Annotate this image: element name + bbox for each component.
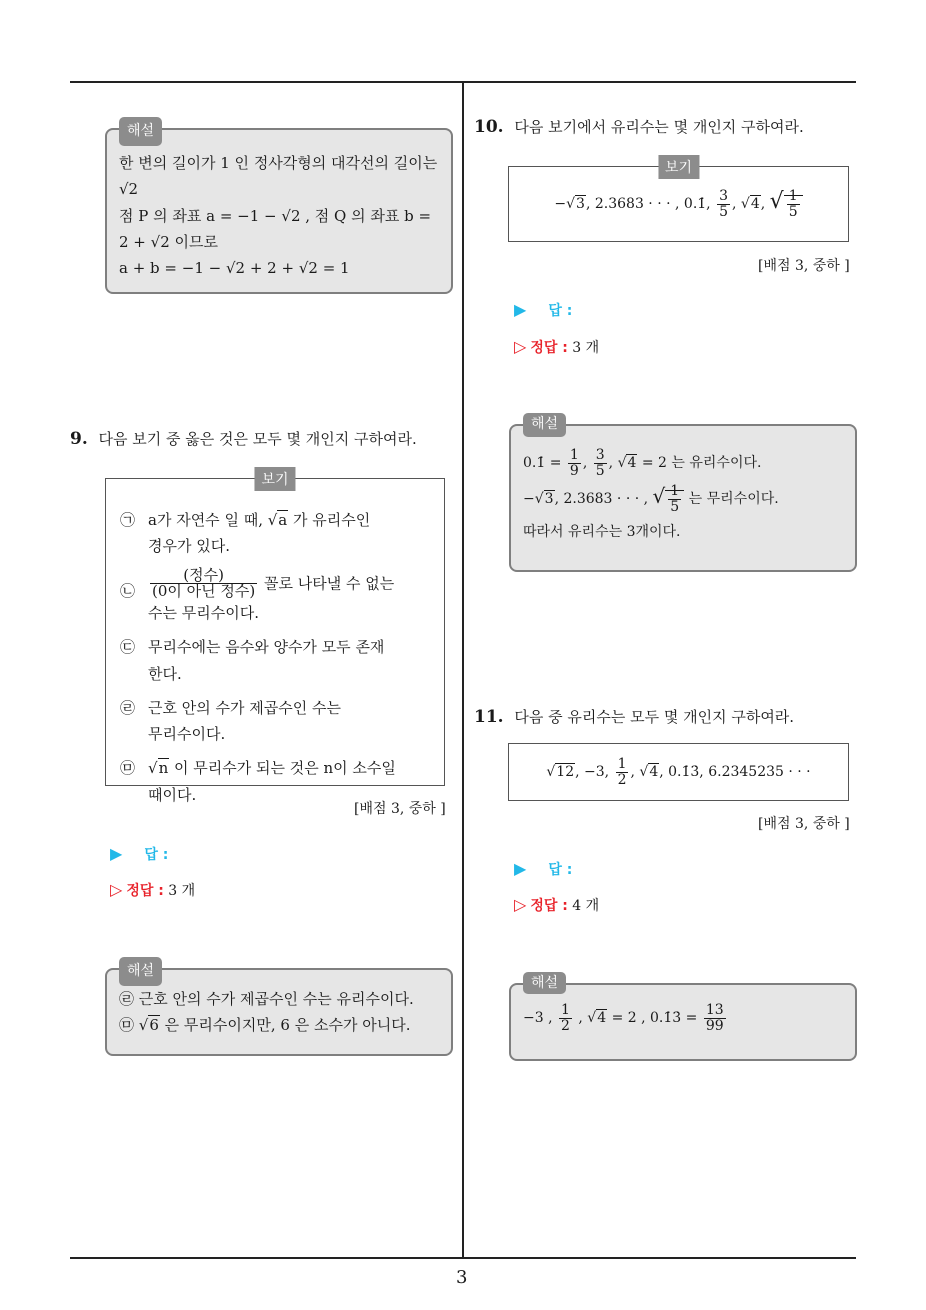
bogi-math: ,	[760, 196, 770, 212]
sqrt-expression: √ $\frac{1}{5}$	[770, 189, 803, 219]
question-text: 다음 중 유리수는 모두 몇 개인지 구하여라.	[514, 708, 795, 726]
explanation-tag: 해설	[523, 413, 566, 437]
bogi-item	[120, 695, 430, 748]
question-number: 9.	[70, 429, 88, 449]
explanation-line: a + b = −1 − √2 + 2 + √2 = 1	[119, 259, 350, 277]
item-text: 때이다.	[148, 785, 197, 804]
sqrt-expression: √3	[566, 196, 585, 212]
play-triangle-icon: ▶	[514, 300, 527, 319]
explanation-box-11	[509, 975, 857, 1061]
bogi-tag: 보기	[658, 155, 699, 179]
question-text: 다음 보기 중 옳은 것은 모두 몇 개인지 구하여라.	[98, 430, 417, 448]
bogi-box-9	[105, 472, 445, 804]
explanation-line: ㉣ 근호 안의 수가 제곱수인 수는 유리수이다.	[119, 990, 414, 1008]
sqrt-expression: √4	[740, 196, 760, 212]
item-marker: ㉢	[120, 638, 136, 657]
sqrt-expression: √a	[267, 511, 288, 529]
item-text: 무리수에는 음수와 양수가 모두 존재	[148, 638, 385, 657]
answer-line	[110, 844, 168, 864]
item-text: 근호 안의 수가 제곱수인 수는	[148, 698, 341, 717]
item-text: 무리수이다.	[148, 725, 226, 743]
explanation-box-prev	[105, 123, 453, 294]
explanation-line: 한 변의 길이가 1 인 정사각형의 대각선의 길이는	[119, 154, 438, 172]
correct-label: 정답 :	[530, 898, 568, 914]
explanation-box-10	[509, 416, 857, 572]
bogi-box-11	[508, 743, 849, 801]
sqrt-expression: √n	[148, 759, 169, 778]
play-triangle-icon: ▶	[514, 859, 527, 878]
answer-label: 답 :	[548, 303, 573, 319]
item-text: 가 유리수인	[288, 511, 371, 529]
explanation-line: √2	[119, 180, 139, 199]
question-9	[70, 428, 417, 449]
sqrt-expression: √12	[546, 764, 575, 780]
fraction: $\frac{3}{5}$	[719, 187, 728, 220]
item-text: a가 자연수 일 때,	[148, 511, 268, 529]
bogi-item	[120, 507, 430, 560]
page-number: 3	[456, 1267, 468, 1288]
question-number: 10.	[474, 117, 504, 137]
correct-answer-value: 4 개	[572, 898, 600, 914]
correct-answer-line	[110, 880, 195, 900]
answer-line	[514, 859, 572, 879]
bogi-math: , −3,	[575, 764, 614, 780]
bogi-box-10	[508, 160, 849, 242]
explanation-line: 점 P 의 좌표 a = −1 − √2 , 점 Q 의 좌표 b =	[119, 206, 432, 225]
outline-triangle-icon: ▷	[514, 337, 527, 356]
item-text: 경우가 있다.	[148, 537, 230, 556]
explanation-box-9	[105, 963, 453, 1056]
item-marker: ㉤	[120, 759, 136, 778]
sqrt-expression: √4	[639, 764, 659, 780]
explanation-line: 2 + √2 이므로	[119, 232, 218, 251]
correct-answer-line	[514, 895, 599, 915]
score-label: [배점 3, 중하 ]	[758, 258, 850, 274]
bottom-rule	[70, 1257, 856, 1259]
explanation-line: ㉤ √6 은 무리수이지만, 6 은 소수가 아니다.	[119, 1016, 411, 1035]
item-text: 꼴로 나타낼 수 없는	[259, 573, 395, 592]
explanation-line: 0.1̇ = $\frac{1}{9}$ , $\frac{3}{5}$ , √4 = 2 는 유리수이다.	[523, 447, 762, 479]
score-label: [배점 3, 중하 ]	[354, 801, 446, 817]
bogi-item	[120, 634, 430, 687]
item-text: 한다.	[148, 664, 182, 683]
correct-label: 정답 :	[530, 340, 568, 356]
bogi-math: , 2.3683 · · · , 0.1̇,	[585, 196, 716, 212]
bogi-tag: 보기	[254, 467, 295, 491]
item-text: 이 무리수가 되는 것은 n이 소수일	[169, 759, 396, 778]
question-number: 11.	[474, 707, 504, 727]
item-marker: ㉠	[120, 511, 136, 529]
play-triangle-icon: ▶	[110, 844, 123, 863]
question-10	[474, 116, 804, 137]
correct-answer-value: 3 개	[168, 883, 196, 899]
outline-triangle-icon: ▷	[514, 895, 527, 914]
bogi-item	[120, 565, 430, 627]
correct-answer-value: 3 개	[572, 340, 600, 356]
explanation-line: −√3, 2.3683 · · · , √ $\frac{1}{5}$ 는 무리수이다.	[523, 483, 779, 515]
fraction: $\frac{\text{(정수)}}{\text{(0이 아닌 정수)}}$	[152, 565, 256, 601]
explanation-tag: 해설	[523, 972, 566, 994]
correct-answer-line	[514, 337, 599, 357]
bogi-math: ,	[732, 196, 741, 212]
item-text: 수는 무리수이다.	[148, 604, 259, 622]
bogi-math: , 0.1̇3̇, 6.2345235 · · ·	[659, 764, 811, 780]
question-11	[474, 706, 794, 727]
answer-label: 답 :	[548, 862, 573, 878]
bogi-math: ,	[630, 764, 640, 780]
item-marker: ㉡	[120, 581, 136, 600]
answer-line	[514, 300, 572, 320]
bogi-math: −	[554, 196, 567, 212]
correct-label: 정답 :	[126, 883, 164, 899]
explanation-tag: 해설	[119, 957, 162, 986]
explanation-line: 따라서 유리수는 3개이다.	[523, 523, 681, 540]
column-divider	[462, 82, 464, 1258]
outline-triangle-icon: ▷	[110, 880, 123, 899]
score-label: [배점 3, 중하 ]	[758, 816, 850, 832]
explanation-line: −3 , $\frac{1}{2}$ , √4 = 2 , 0.1̇3̇ = $\frac{13}{99}$	[523, 1002, 724, 1034]
item-marker: ㉣	[120, 698, 136, 717]
explanation-tag: 해설	[119, 117, 162, 146]
question-text: 다음 보기에서 유리수는 몇 개인지 구하여라.	[514, 118, 804, 136]
fraction: $\frac{1}{2}$	[617, 755, 627, 788]
answer-label: 답 :	[144, 847, 169, 863]
